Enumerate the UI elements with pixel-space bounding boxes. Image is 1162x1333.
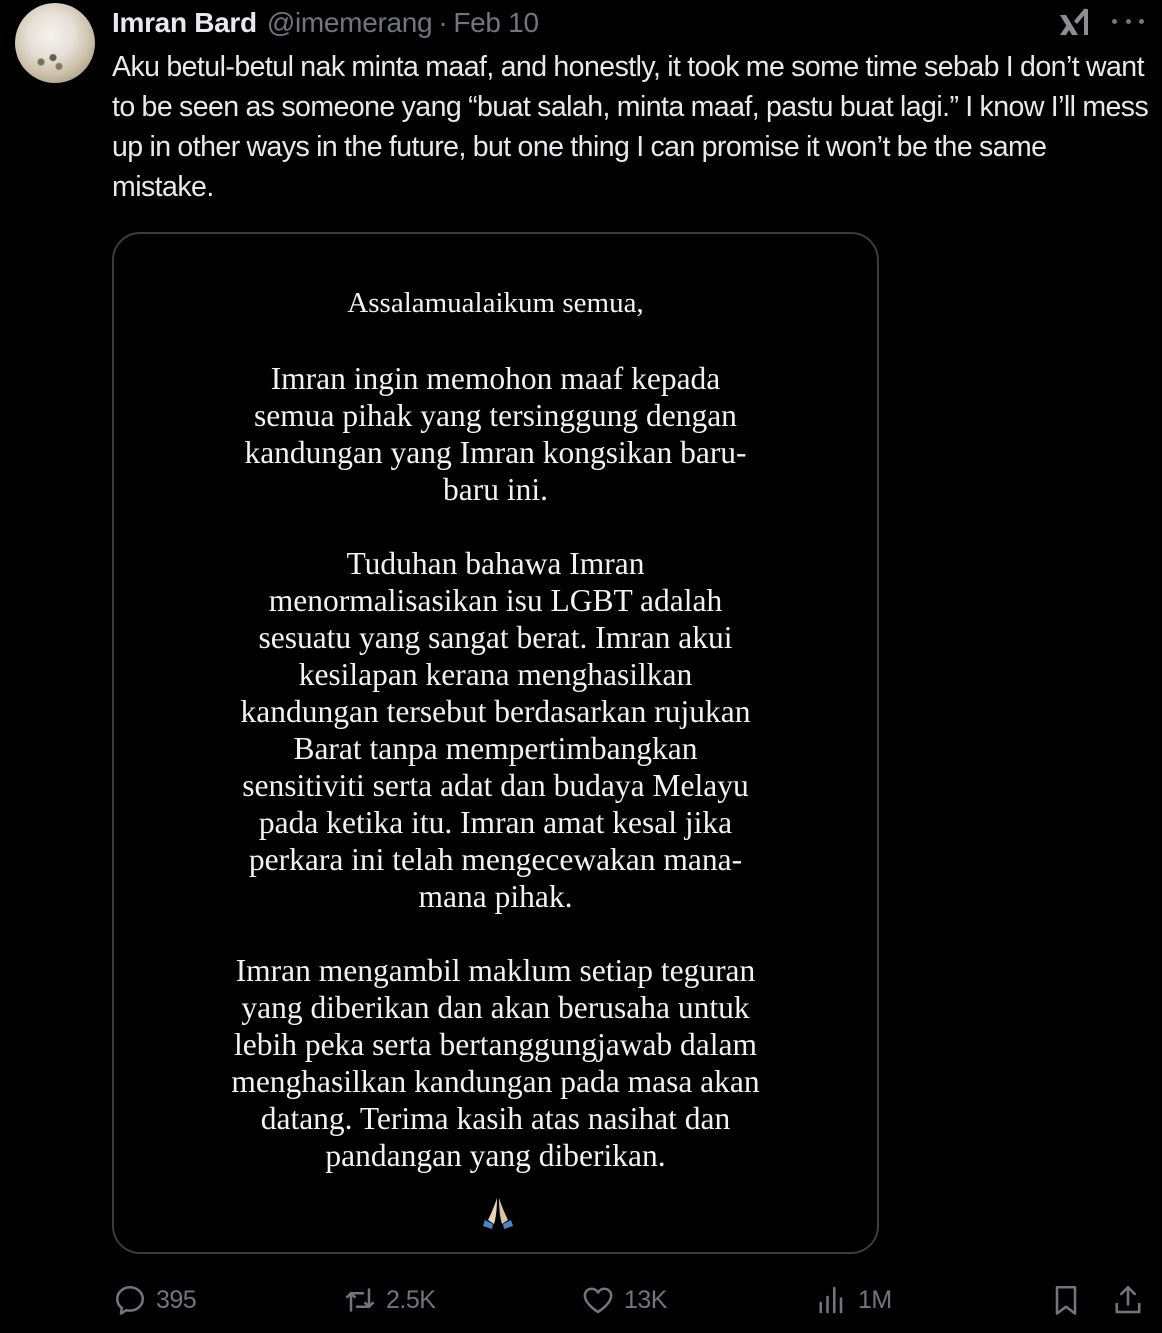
statement-line: pada ketika itu. Imran amat kesal jika	[258, 805, 733, 840]
apology-statement	[114, 286, 877, 1174]
more-options-icon[interactable]	[1112, 14, 1144, 28]
tweet-text: Aku betul-betul nak minta maaf, and honestly, it took me some time sebab I don’t want to be seen as someone yang “buat salah, minta maaf, pastu buat lagi.” I know I’ll mess up in other ways in the future, but one thing I can promise it won’t be the same mistake.	[112, 51, 1149, 203]
dot	[1139, 19, 1144, 24]
grok-icon[interactable]	[1058, 5, 1092, 37]
statement-line: Barat tanpa mempertimbangkan	[293, 731, 698, 766]
statement-line: menormalisasikan isu LGBT adalah	[268, 583, 723, 618]
statement-line: kandungan tersebut berdasarkan rujukan	[240, 694, 751, 729]
reply-icon	[112, 1282, 148, 1318]
statement-line: menghasilkan kandungan pada masa akan	[231, 1064, 760, 1099]
statement-line: kesilapan kerana menghasilkan	[298, 657, 693, 692]
display-name[interactable]: Imran Bard	[112, 7, 257, 38]
repost-count: 2.5K	[386, 1285, 436, 1314]
user-handle[interactable]: @imemerang	[266, 7, 433, 38]
statement-paragraph-3	[114, 952, 877, 1174]
avatar[interactable]	[15, 3, 95, 83]
statement-line: baru ini.	[443, 472, 548, 507]
statement-paragraph-2	[114, 545, 877, 915]
bookmark-icon	[1048, 1282, 1084, 1318]
like-count: 13K	[624, 1285, 667, 1314]
statement-line: sensitiviti serta adat dan budaya Melayu	[242, 768, 749, 803]
repost-icon	[342, 1282, 378, 1318]
post-date[interactable]: Feb 10	[453, 7, 539, 38]
views-button[interactable]	[814, 1278, 892, 1322]
tweet-header	[112, 6, 539, 40]
statement-line: yang diberikan dan akan berusaha untuk	[241, 990, 750, 1025]
reply-count: 395	[156, 1285, 197, 1314]
folded-hands-icon	[478, 1194, 518, 1234]
statement-line: pandangan yang diberikan.	[325, 1138, 666, 1173]
separator-dot: ·	[438, 7, 448, 38]
action-bar	[0, 1278, 1162, 1322]
reply-button[interactable]	[112, 1278, 196, 1322]
bookmark-button[interactable]	[1048, 1278, 1084, 1322]
statement-greeting: Assalamualaikum semua,	[347, 287, 644, 319]
dot	[1112, 19, 1117, 24]
statement-line: perkara ini telah mengecewakan mana-	[248, 842, 743, 877]
dot	[1126, 19, 1131, 24]
statement-line: Tuduhan bahawa Imran	[346, 546, 645, 581]
avatar-decoration	[29, 51, 69, 73]
like-button[interactable]	[580, 1278, 667, 1322]
share-icon	[1110, 1282, 1146, 1318]
statement-line: datang. Terima kasih atas nasihat dan	[260, 1101, 731, 1136]
heart-icon	[580, 1282, 616, 1318]
statement-line: lebih peka serta bertanggungjawab dalam	[233, 1027, 758, 1062]
views-icon	[814, 1282, 850, 1318]
statement-paragraph-1	[114, 360, 877, 508]
statement-line: sesuatu yang sangat berat. Imran akui	[258, 620, 733, 655]
view-count: 1M	[858, 1285, 892, 1314]
statement-line: Imran mengambil maklum setiap teguran	[235, 953, 756, 988]
media-image[interactable]	[112, 232, 879, 1254]
repost-button[interactable]	[342, 1278, 435, 1322]
statement-line: mana pihak.	[418, 879, 573, 914]
statement-line: kandungan yang Imran kongsikan baru-	[244, 435, 747, 470]
share-button[interactable]	[1110, 1278, 1146, 1322]
statement-line: semua pihak yang tersinggung dengan	[254, 398, 737, 433]
statement-line: Imran ingin memohon maaf kepada	[270, 361, 721, 396]
